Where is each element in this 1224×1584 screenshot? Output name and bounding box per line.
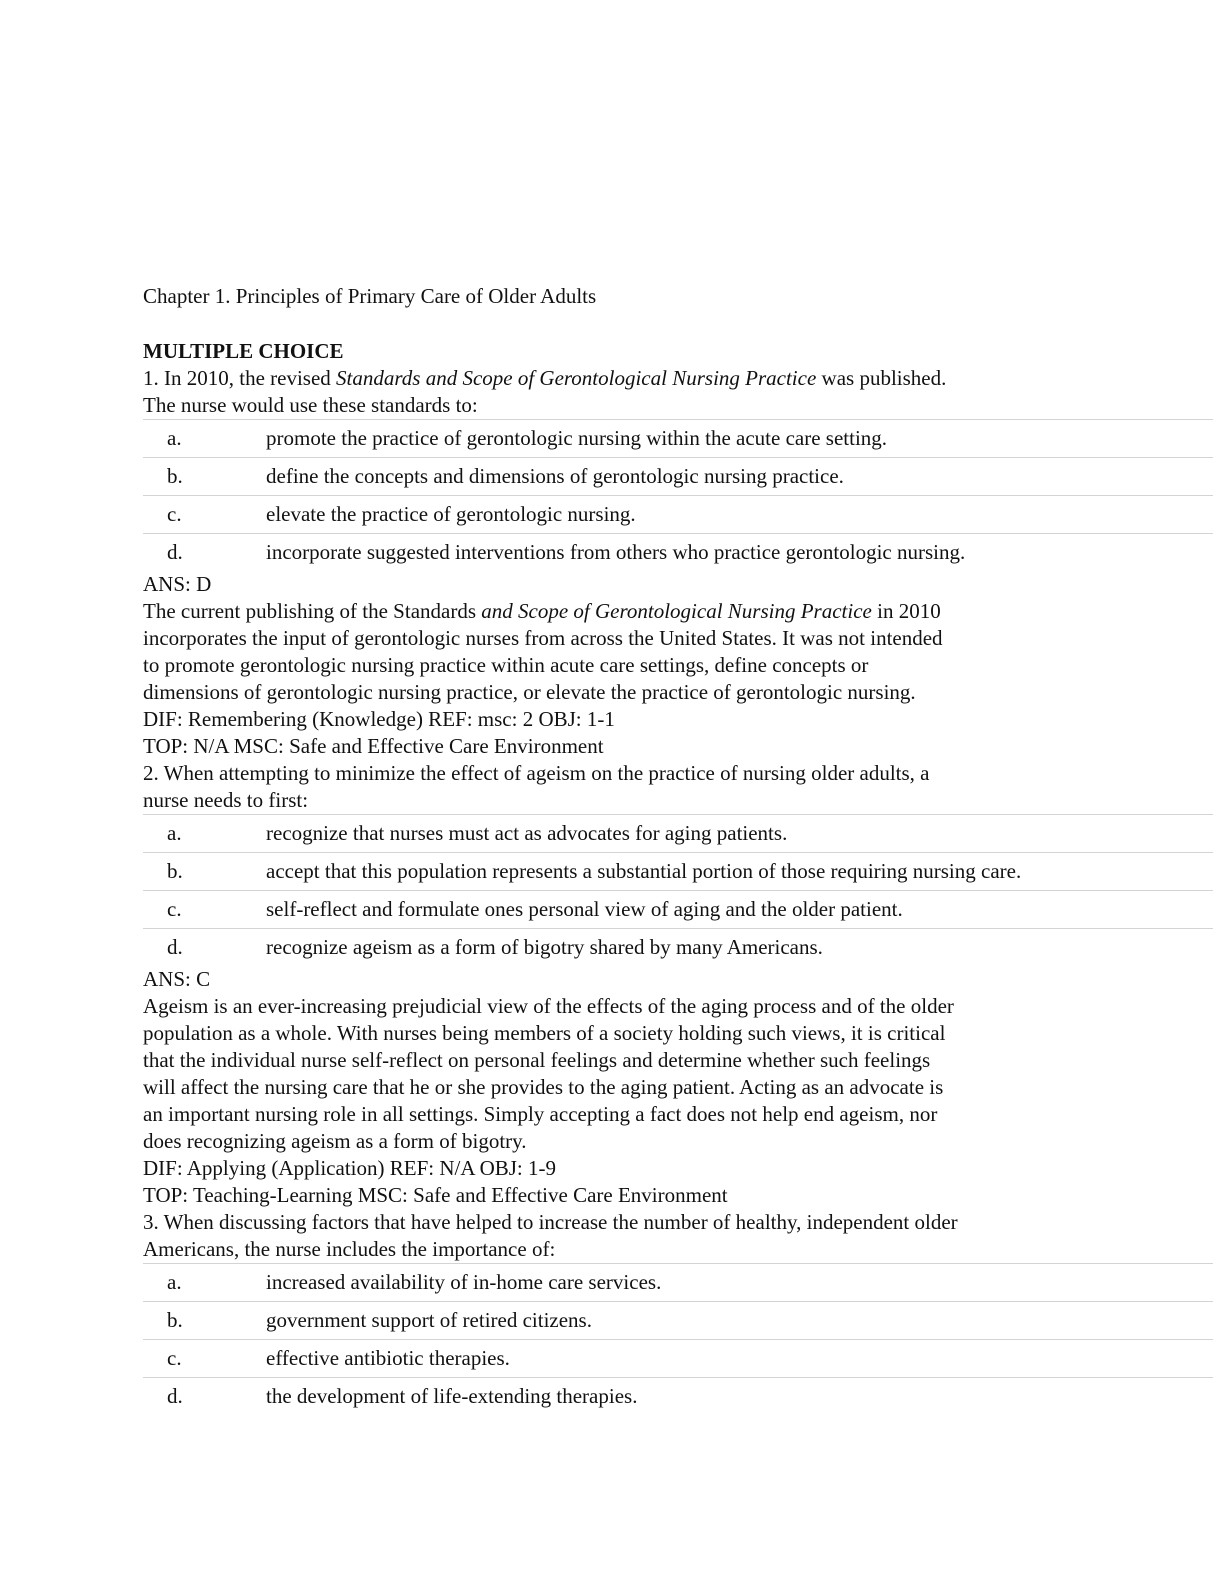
question-2-rationale-line-4: will affect the nursing care that he or she provides to the aging patient. Acting as an advocate is — [143, 1075, 944, 1099]
question-1-dif: DIF: Remembering (Knowledge) REF: msc: 2 OBJ: 1-1 — [143, 707, 615, 731]
option-row — [143, 1302, 1213, 1340]
option-text: government support of retired citizens. — [266, 1302, 1213, 1340]
option-row — [143, 420, 1213, 458]
question-2-options — [143, 814, 1213, 966]
rationale-suffix: in 2010 — [871, 599, 941, 623]
option-row — [143, 815, 1213, 853]
question-1-rationale-line-2: incorporates the input of gerontologic nurses from across the United States. It was not intended — [143, 626, 943, 650]
option-row — [143, 496, 1213, 534]
option-text: accept that this population represents a substantial portion of those requiring nursing care. — [266, 853, 1213, 891]
question-2-dif: DIF: Applying (Application) REF: N/A OBJ: 1-9 — [143, 1156, 557, 1180]
question-1 — [143, 365, 1213, 760]
question-2-answer: ANS: C — [143, 967, 211, 991]
option-row — [143, 929, 1213, 967]
question-1-rationale-line-4: dimensions of gerontologic nursing practice, or elevate the practice of gerontologic nursing. — [143, 680, 916, 704]
question-2 — [143, 760, 1213, 1209]
question-1-stem-suffix: was published. — [816, 366, 947, 390]
question-2-rationale-line-6: does recognizing ageism as a form of bigotry. — [143, 1129, 527, 1153]
question-2-rationale-line-3: that the individual nurse self-reflect on personal feelings and determine whether such feelings — [143, 1048, 931, 1072]
question-2-rationale-line-1: Ageism is an ever-increasing prejudicial view of the effects of the aging process and of the older — [143, 994, 954, 1018]
option-text: self-reflect and formulate ones personal view of aging and the older patient. — [266, 891, 1213, 929]
option-letter: b. — [143, 1302, 266, 1340]
question-2-rationale-line-2: population as a whole. With nurses being members of a society holding such views, it is critical — [143, 1021, 946, 1045]
question-2-top: TOP: Teaching-Learning MSC: Safe and Effective Care Environment — [143, 1183, 728, 1207]
option-letter: a. — [143, 420, 266, 458]
rationale-prefix: The current publishing of the Standards — [143, 599, 482, 623]
option-text: promote the practice of gerontologic nursing within the acute care setting. — [266, 420, 1213, 458]
rationale-italic: and Scope of Gerontological Nursing Practice — [481, 599, 872, 623]
document-page — [143, 283, 1213, 1415]
question-2-stem-line-1: 2. When attempting to minimize the effect of ageism on the practice of nursing older adults, a — [143, 761, 930, 785]
option-letter: c. — [143, 496, 266, 534]
option-text: increased availability of in-home care services. — [266, 1264, 1213, 1302]
option-row — [143, 891, 1213, 929]
question-3-options — [143, 1263, 1213, 1415]
question-3-stem-line-1: 3. When discussing factors that have helped to increase the number of healthy, independent older — [143, 1210, 958, 1234]
option-letter: b. — [143, 853, 266, 891]
question-1-top: TOP: N/A MSC: Safe and Effective Care Environment — [143, 734, 604, 758]
question-1-stem-line-1 — [143, 365, 1213, 392]
option-letter: d. — [143, 1378, 266, 1416]
question-2-stem-line-2: nurse needs to first: — [143, 788, 309, 812]
option-letter: c. — [143, 1340, 266, 1378]
option-text: elevate the practice of gerontologic nursing. — [266, 496, 1213, 534]
option-text: recognize ageism as a form of bigotry shared by many Americans. — [266, 929, 1213, 967]
question-1-rationale-line-1 — [143, 598, 1213, 625]
option-text: define the concepts and dimensions of gerontologic nursing practice. — [266, 458, 1213, 496]
option-letter: a. — [143, 1264, 266, 1302]
question-1-stem-italic: Standards and Scope of Gerontological Nursing Practice — [336, 366, 817, 390]
question-1-options — [143, 419, 1213, 571]
question-1-stem-prefix: 1. In 2010, the revised — [143, 366, 337, 390]
option-letter: c. — [143, 891, 266, 929]
option-text: incorporate suggested interventions from others who practice gerontologic nursing. — [266, 534, 1213, 572]
option-row — [143, 853, 1213, 891]
section-heading: MULTIPLE CHOICE — [143, 339, 344, 363]
question-1-answer: ANS: D — [143, 572, 212, 596]
question-1-rationale-line-3: to promote gerontologic nursing practice within acute care settings, define concepts or — [143, 653, 869, 677]
question-2-rationale-line-5: an important nursing role in all settings. Simply accepting a fact does not help end ageism, nor — [143, 1102, 938, 1126]
option-row — [143, 1264, 1213, 1302]
option-letter: a. — [143, 815, 266, 853]
option-row — [143, 458, 1213, 496]
question-3-stem-line-2: Americans, the nurse includes the importance of: — [143, 1237, 556, 1261]
option-text: the development of life-extending therapies. — [266, 1378, 1213, 1416]
question-1-stem-line-2: The nurse would use these standards to: — [143, 393, 478, 417]
option-row — [143, 1340, 1213, 1378]
option-letter: d. — [143, 534, 266, 572]
option-text: recognize that nurses must act as advocates for aging patients. — [266, 815, 1213, 853]
question-3 — [143, 1209, 1213, 1415]
option-letter: d. — [143, 929, 266, 967]
chapter-title: Chapter 1. Principles of Primary Care of Older Adults — [143, 284, 597, 308]
option-row — [143, 534, 1213, 572]
option-row — [143, 1378, 1213, 1416]
option-letter: b. — [143, 458, 266, 496]
option-text: effective antibiotic therapies. — [266, 1340, 1213, 1378]
